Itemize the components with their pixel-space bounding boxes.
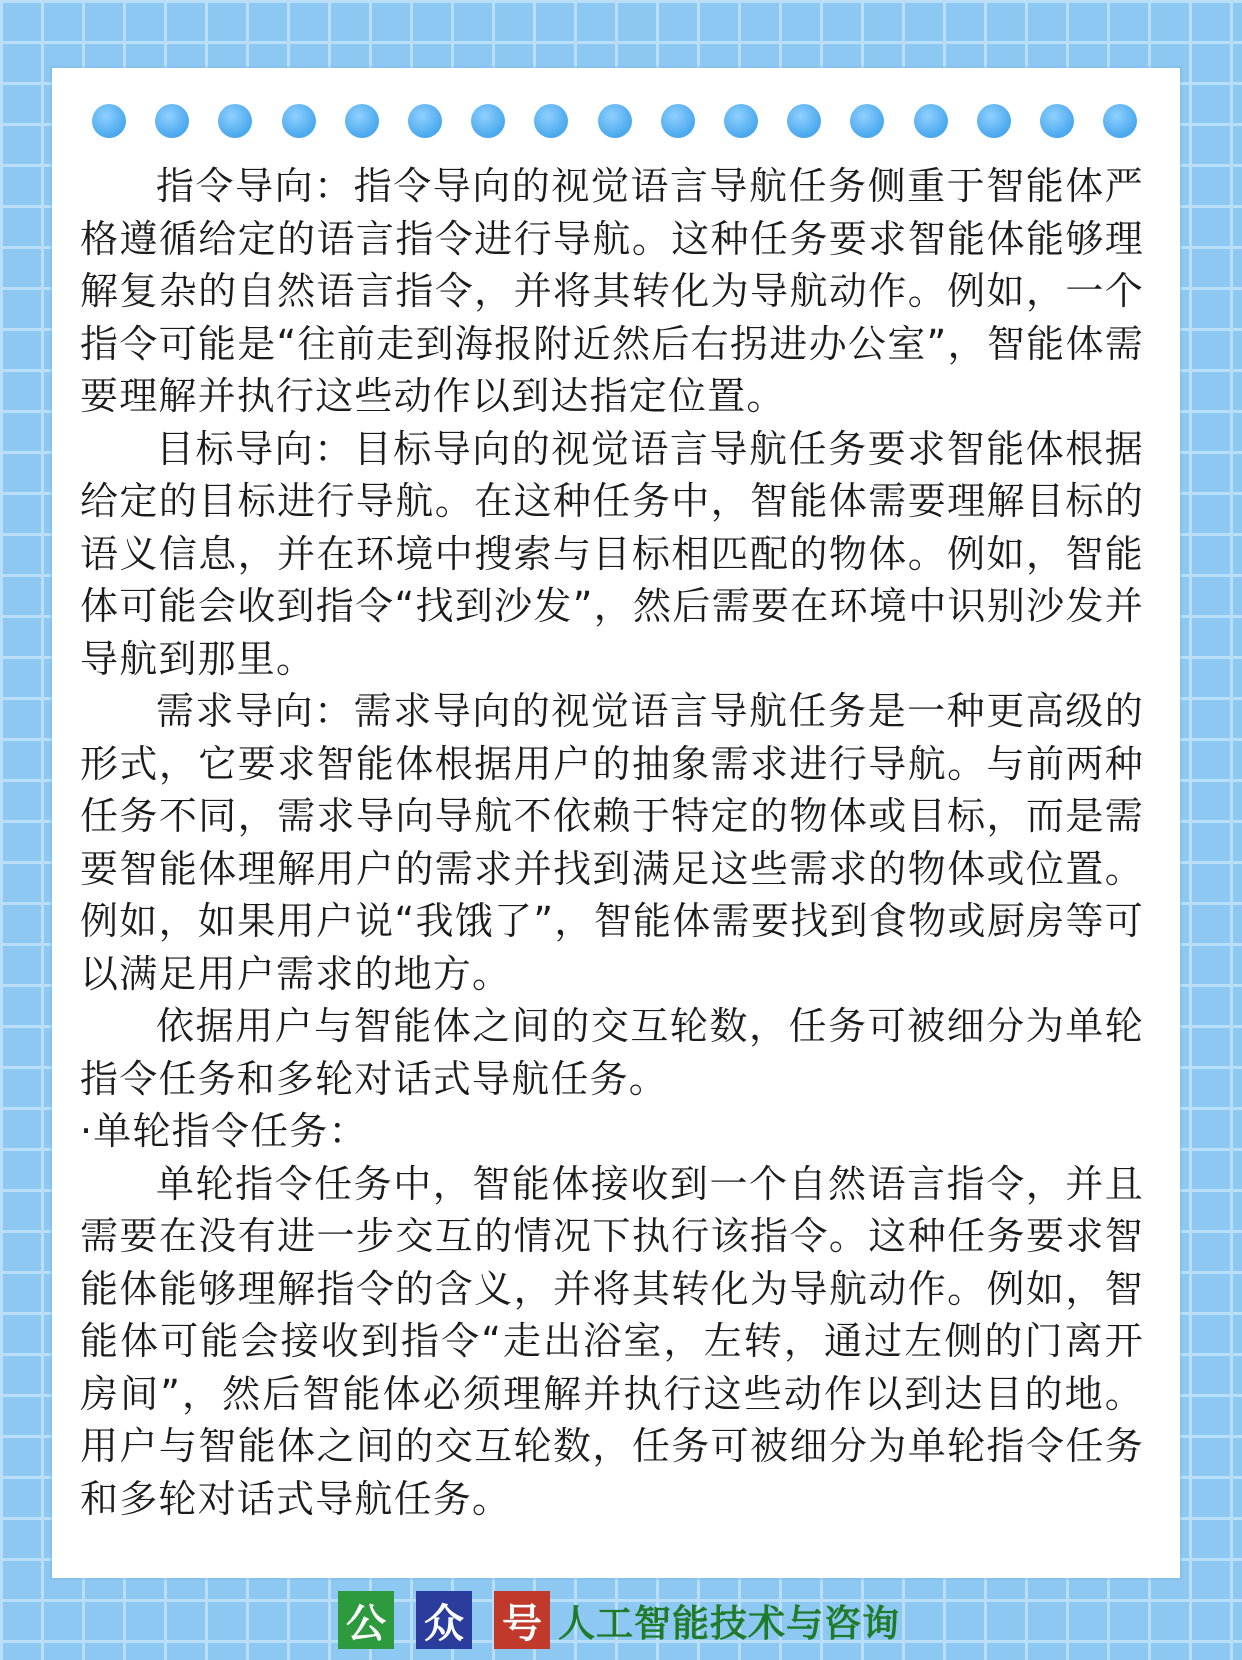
badge-hao: 号 [494,1591,550,1649]
binder-hole [724,104,758,138]
binder-hole [534,104,568,138]
content-card [52,68,1180,1578]
binder-hole [155,104,189,138]
paragraph-instruction-oriented: 指令导向：指令导向的视觉语言导航任务侧重于智能体严格遵循给定的语言指令进行导航。这种任务要求智能体能够理解复杂的自然语言指令，并将其转化为导航动作。例如，一个指令可能是“往前走到海报附近然后右拐进办公室”，智能体需要理解并执行这些动作以到达指定位置。 [80,164,1144,418]
section-heading-single-round: ·单轮指令任务： [80,1109,368,1153]
footer-brand [338,1591,900,1649]
binder-hole [1103,104,1137,138]
binder-hole [345,104,379,138]
binder-hole [471,104,505,138]
paragraph-interaction-rounds: 依据用户与智能体之间的交互轮数，任务可被细分为单轮指令任务和多轮对话式导航任务。 [80,1004,1144,1101]
paragraph-single-round: 单轮指令任务中，智能体接收到一个自然语言指令，并且需要在没有进一步交互的情况下执行该指令。这种任务要求智能体能够理解指令的含义，并将其转化为导航动作。例如，智能体可能会接收到指令“走出浴室，左转，通过左侧的门离开房间”，然后智能体必须理解并执行这些动作以到达目的地。用户与智能体之间的交互轮数，任务可被细分为单轮指令任务和多轮对话式导航任务。 [80,1161,1144,1521]
article-body [80,160,1144,1525]
binder-hole [787,104,821,138]
binder-hole [218,104,252,138]
account-name: 人工智能技术与咨询 [558,1602,900,1645]
paragraph-demand-oriented: 需求导向：需求导向的视觉语言导航任务是一种更高级的形式，它要求智能体根据用户的抽象需求进行导航。与前两种任务不同，需求导向导航不依赖于特定的物体或目标，而是需要智能体理解用户的需求并找到满足这些需求的物体或位置。例如，如果用户说“我饿了”，智能体需要找到食物或厨房等可以满足用户需求的地方。 [80,689,1144,996]
paragraph-goal-oriented: 目标导向：目标导向的视觉语言导航任务要求智能体根据给定的目标进行导航。在这种任务中，智能体需要理解目标的语义信息，并在环境中搜索与目标相匹配的物体。例如，智能体可能会收到指令“找到沙发”，然后需要在环境中识别沙发并导航到那里。 [80,426,1144,681]
binder-hole [1040,104,1074,138]
binder-hole [850,104,884,138]
binder-hole [282,104,316,138]
binder-holes [92,104,1142,144]
binder-hole [661,104,695,138]
badge-zhong: 众 [416,1591,472,1649]
binder-hole [92,104,126,138]
binder-hole [408,104,442,138]
binder-hole [598,104,632,138]
binder-hole [914,104,948,138]
binder-hole [977,104,1011,138]
badge-gong: 公 [338,1591,394,1649]
